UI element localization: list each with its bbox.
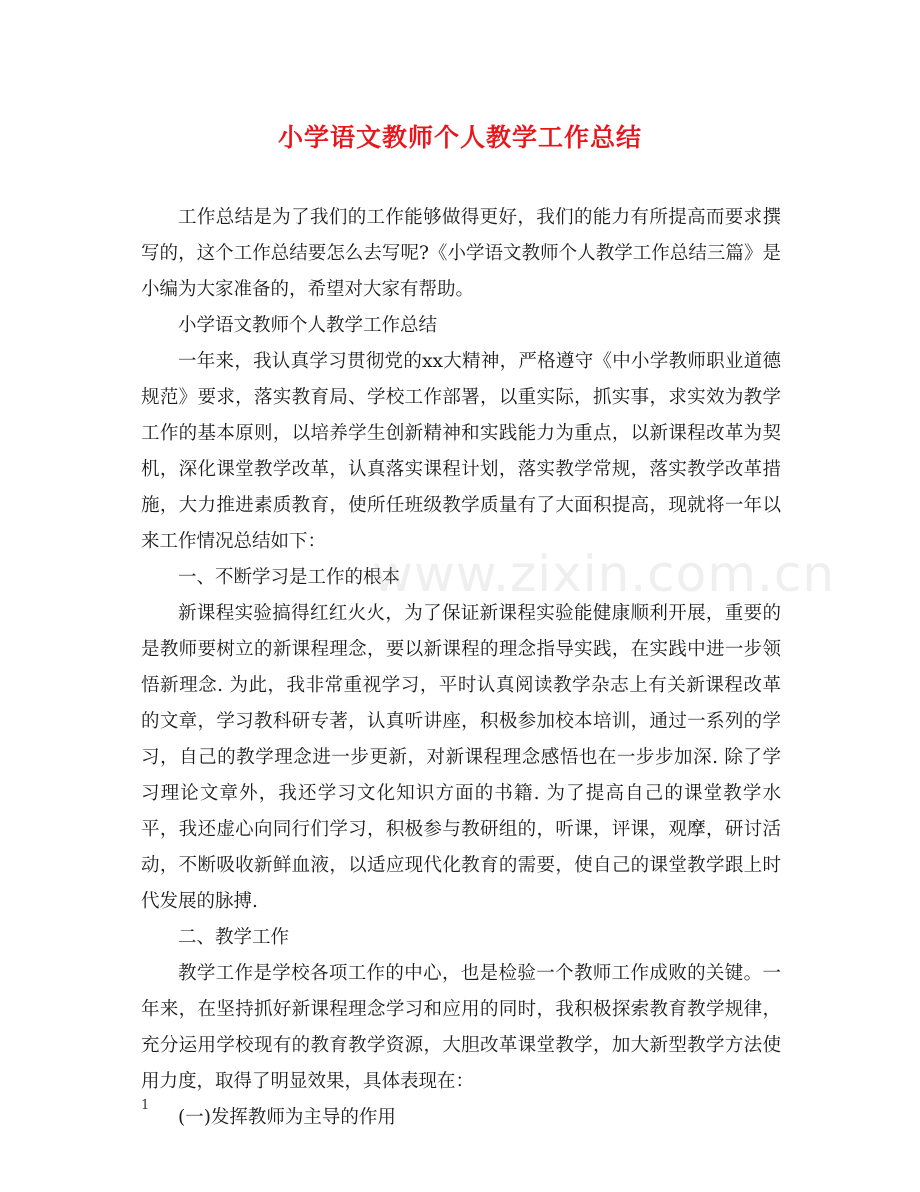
intro-paragraph: 工作总结是为了我们的工作能够做得更好，我们的能力有所提高而要求撰写的，这个工作总结要怎么去写呢?《小学语文教师个人教学工作总结三篇》是小编为大家准备的，希望对大家有帮助。 bbox=[141, 207, 781, 300]
section-heading-2: 二、教学工作 bbox=[178, 927, 290, 948]
section-heading-main: 小学语文教师个人教学工作总结 bbox=[178, 315, 438, 336]
section-heading-1: 一、不断学习是工作的根本 bbox=[178, 567, 401, 588]
watermark: www.zixin.com.cn bbox=[372, 545, 836, 603]
learning-paragraph: 新课程实验搞得红红火火，为了保证新课程实验能健康顺利开展，重要的是教师要树立的新课程理念，要以新课程的理念指导实践，在实践中进一步领悟新理念. 为此，我非常重视学习，平时认真阅读教学杂志上有关新课程改革的文章，学习教科研专著，认真听讲座，积极参加校本培训，通过一系列的学习，自己的教学理念进一步更新，对新课程理念感悟也在一步步加深. 除了学习理论文章外，我还学习文化知识方面的书籍. 为了提高自己的课堂教学水平，我还虚心向同行们学习，积极参与教研组的，听课，评课，观摩，研讨活动，不断吸收新鲜血液，以适应现代化教育的需要，使自己的课堂教学跟上时代发展的脉搏. bbox=[141, 603, 781, 912]
teaching-paragraph: 教学工作是学校各项工作的中心，也是检验一个教师工作成败的关键。一年来，在坚持抓好新课程理念学习和应用的同时，我积极探索教育教学规律，充分运用学校现有的教育教学资源，大胆改革课堂教学，加大新型教学方法使用力度，取得了明显效果，具体表现在： bbox=[141, 963, 781, 1092]
overview-paragraph: 一年来，我认真学习贯彻党的xx大精神，严格遵守《中小学教师职业道德规范》要求，落实教育局、学校工作部署，以重实际，抓实事，求实效为教学工作的基本原则，以培养学生创新精神和实践能力为重点，以新课程改革为契机，深化课堂教学改革，认真落实课程计划，落实教学常规，落实教学改革措施，大力推进素质教育，使所任班级教学质量有了大面积提高，现就将一年以来工作情况总结如下： bbox=[141, 351, 781, 552]
subsection-heading-1: (一)发挥教师为主导的作用 bbox=[178, 1107, 396, 1128]
document-body bbox=[141, 200, 781, 1136]
page-number: 1 bbox=[141, 1098, 150, 1113]
document-title: 小学语文教师个人教学工作总结 bbox=[277, 123, 642, 152]
